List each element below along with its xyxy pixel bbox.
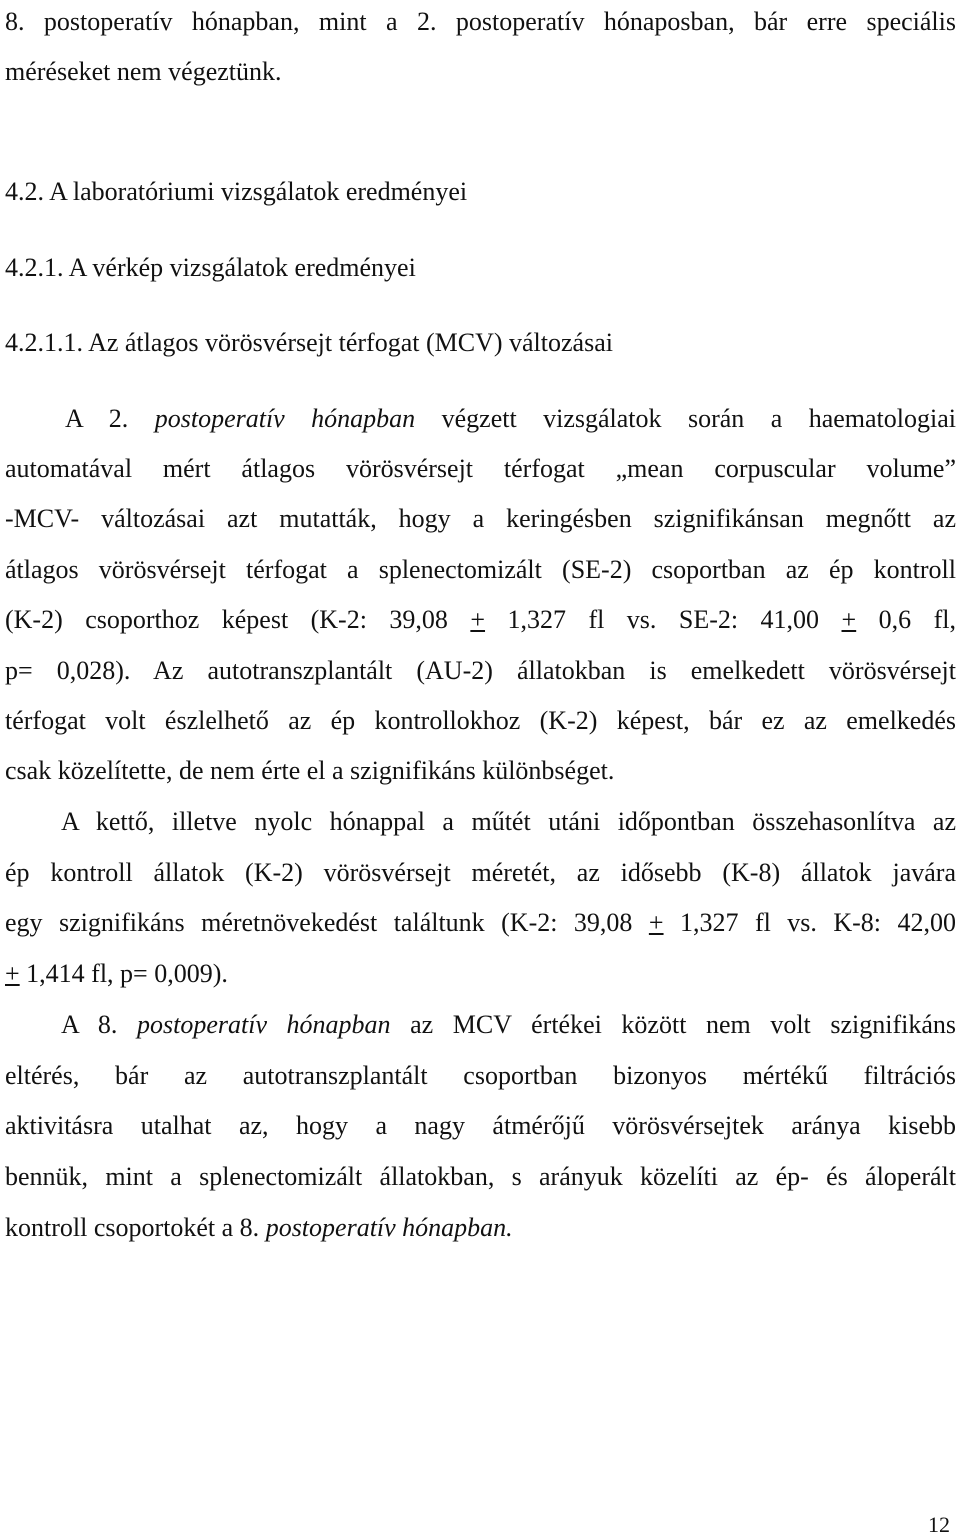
para1-line-2 bbox=[5, 453, 956, 485]
para3-l5-a: kontroll csoportokét a 8. bbox=[5, 1213, 266, 1242]
para3-line-1 bbox=[61, 1009, 956, 1041]
para1-line-6 bbox=[5, 655, 956, 687]
intro-line-2 bbox=[5, 56, 282, 88]
intro-text-2: méréseket nem végeztünk. bbox=[5, 57, 282, 86]
heading-4-2 bbox=[5, 176, 467, 208]
para1-l1-b: végzett vizsgálatok során a haematologiai bbox=[415, 404, 956, 433]
heading-4-2-1-1 bbox=[5, 327, 613, 359]
para3-l1-a: A 8. bbox=[61, 1010, 137, 1039]
heading-4-2-text: 4.2. A laboratóriumi vizsgálatok eredményei bbox=[5, 177, 468, 206]
para1-l1-a: A 2. bbox=[65, 404, 155, 433]
para3-l5-em: postoperatív hónapban. bbox=[265, 1213, 513, 1242]
para1-line-1 bbox=[65, 403, 956, 435]
para1-l7: térfogat volt észlelhető az ép kontrollokhoz (K-2) képest, bár ez az emelkedés bbox=[5, 706, 956, 735]
para1-line-8 bbox=[5, 755, 614, 787]
para3-line-3 bbox=[5, 1110, 956, 1142]
intro-text-1: 8. postoperatív hónapban, mint a 2. postoperatív hónaposban, bár erre speciális bbox=[5, 7, 956, 36]
para3-line-2 bbox=[5, 1060, 956, 1092]
para2-l1: A kettő, illetve nyolc hónappal a műtét utáni időpontban összehasonlítva az bbox=[61, 807, 956, 836]
para1-l4: átlagos vörösvérsejt térfogat a splenectomizált (SE-2) csoportban az ép kontroll bbox=[5, 555, 956, 584]
para2-l2: ép kontroll állatok (K-2) vörösvérsejt méretét, az idősebb (K-8) állatok javára bbox=[5, 858, 956, 887]
para1-line-5 bbox=[5, 604, 956, 636]
document-page bbox=[5, 0, 956, 1537]
page-number: 12 bbox=[928, 1512, 950, 1537]
para3-line-4 bbox=[5, 1161, 956, 1193]
para3-l3: aktivitásra utalhat az, hogy a nagy átmérőjű vörösvérsejtek aránya kisebb bbox=[5, 1111, 956, 1140]
intro-line-1 bbox=[5, 6, 956, 38]
para1-l8: csak közelítette, de nem érte el a szignifikáns különbséget. bbox=[5, 756, 615, 785]
para1-l5-b: 1,327 fl vs. SE-2: 41,00 bbox=[485, 605, 842, 634]
para1-l5-c: 0,6 fl, bbox=[856, 605, 956, 634]
para3-l1-em: postoperatív hónapban bbox=[137, 1010, 391, 1039]
para3-line-5 bbox=[5, 1212, 513, 1244]
para1-l3: -MCV- változásai azt mutatták, hogy a keringésben szignifikánsan megnőtt az bbox=[5, 504, 956, 533]
heading-4-2-1-1-text: 4.2.1.1. Az átlagos vörösvérsejt térfogat (MCV) változásai bbox=[5, 328, 613, 357]
plus-minus-sign: + bbox=[841, 605, 857, 634]
plus-minus-sign: + bbox=[648, 908, 664, 937]
para2-line-2 bbox=[5, 857, 956, 889]
para2-line-1 bbox=[61, 806, 956, 838]
heading-4-2-1-text: 4.2.1. A vérkép vizsgálatok eredményei bbox=[5, 253, 416, 282]
para1-l1-em: postoperatív hónapban bbox=[154, 404, 416, 433]
plus-minus-sign: + bbox=[5, 959, 20, 988]
para2-l3-a: egy szignifikáns méretnövekedést találtunk (K-2: 39,08 bbox=[5, 908, 649, 937]
para1-l6: p= 0,028). Az autotranszplantált (AU-2) állatokban is emelkedett vörösvérsejt bbox=[5, 656, 956, 685]
para3-l1-b: az MCV értékei között nem volt szignifikáns bbox=[390, 1010, 956, 1039]
heading-4-2-1 bbox=[5, 252, 416, 284]
para3-l2: eltérés, bár az autotranszplantált csoportban bizonyos mértékű filtrációs bbox=[5, 1061, 956, 1090]
para2-line-4 bbox=[5, 958, 228, 990]
para1-l2: automatával mért átlagos vörösvérsejt térfogat „mean corpuscular volume” bbox=[5, 454, 956, 483]
para1-line-4 bbox=[5, 554, 956, 586]
para1-l5-a: (K-2) csoporthoz képest (K-2: 39,08 bbox=[5, 605, 471, 634]
para3-l4: bennük, mint a splenectomizált állatokban, s arányuk közelíti az ép- és áloperált bbox=[5, 1162, 956, 1191]
para1-line-7 bbox=[5, 705, 956, 737]
para2-l3-b: 1,327 fl vs. K-8: 42,00 bbox=[663, 908, 956, 937]
para2-line-3 bbox=[5, 907, 956, 939]
para1-line-3 bbox=[5, 503, 956, 535]
plus-minus-sign: + bbox=[470, 605, 486, 634]
para2-l4-a: 1,414 fl, p= 0,009). bbox=[19, 959, 228, 988]
